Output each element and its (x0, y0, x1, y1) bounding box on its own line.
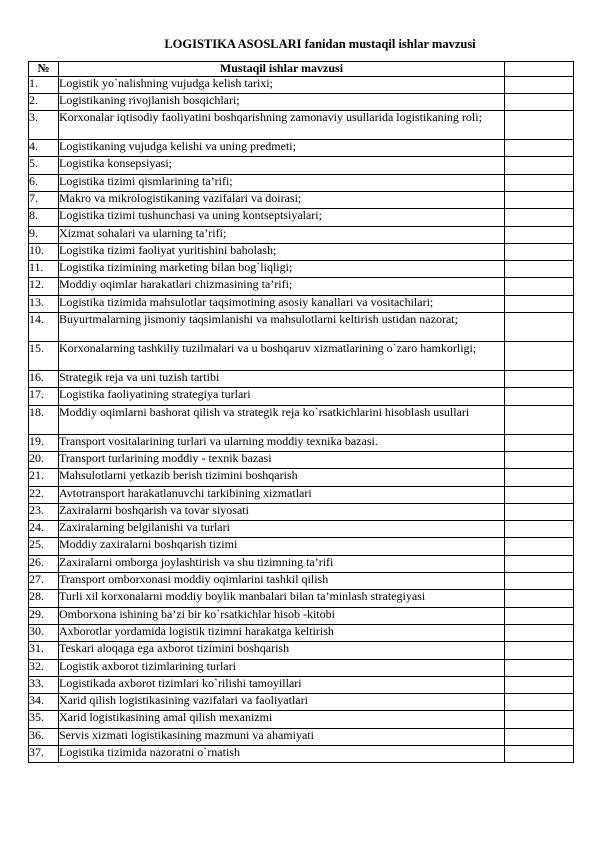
topic-cell: Moddiy zaxiralarni boshqarish tizimi (59, 538, 505, 555)
row-number: 9. (29, 226, 59, 243)
topic-cell: Logistikada axborot tizimlari ko`rilishi tamoyillari (59, 676, 505, 693)
blank-cell (505, 659, 574, 676)
row-number: 24. (29, 521, 59, 538)
topic-cell: Buyurtmalarning jismoniy taqsimlanishi va mahsulotlarni keltirish ustidan nazorat; (59, 313, 505, 342)
blank-cell (505, 607, 574, 624)
topic-cell: Servis xizmati logistikasining mazmuni va ahamiyati (59, 728, 505, 745)
blank-cell (505, 590, 574, 607)
table-row (29, 521, 574, 538)
blank-cell (505, 676, 574, 693)
blank-cell (505, 711, 574, 728)
table-header-row (29, 62, 574, 77)
topic-cell: Logistika konsepsiyasi; (59, 157, 505, 174)
topic-cell: Logistik yo`nalishning vujudga kelish tarixi; (59, 76, 505, 93)
table-row (29, 93, 574, 110)
topic-cell: Korxonalarning tashkiliy tuzilmalari va u boshqaruv xizmatlarining o`zaro hamkorligi; (59, 342, 505, 371)
blank-cell (505, 261, 574, 278)
table-row (29, 555, 574, 572)
blank-cell (505, 191, 574, 208)
row-number: 22. (29, 486, 59, 503)
page-title: LOGISTIKA ASOSLARI fanidan mustaqil ishlar mavzusi (164, 37, 476, 51)
blank-cell (505, 140, 574, 157)
row-number: 31. (29, 642, 59, 659)
row-number: 32. (29, 659, 59, 676)
row-number: 23. (29, 503, 59, 520)
blank-cell (505, 434, 574, 451)
blank-cell (505, 278, 574, 295)
blank-cell (505, 295, 574, 312)
topic-cell: Xarid logistikasining amal qilish mexanizmi (59, 711, 505, 728)
row-number: 33. (29, 676, 59, 693)
table-row (29, 728, 574, 745)
blank-cell (505, 503, 574, 520)
blank-cell (505, 746, 574, 763)
topic-cell: Avtotransport harakatlanuvchi tarkibining xizmatlari (59, 486, 505, 503)
row-number: 29. (29, 607, 59, 624)
topic-cell: Strategik reja va uni tuzish tartibi (59, 371, 505, 388)
blank-cell (505, 111, 574, 140)
row-number: 13. (29, 295, 59, 312)
row-number: 14. (29, 313, 59, 342)
table-row (29, 451, 574, 468)
table-row (29, 694, 574, 711)
blank-cell (505, 388, 574, 405)
table-row (29, 659, 574, 676)
table-row (29, 538, 574, 555)
table-row (29, 76, 574, 93)
column-header-blank (505, 62, 574, 77)
topic-cell: Transport vositalarining turlari va ularning moddiy texnika bazasi. (59, 434, 505, 451)
table-row (29, 226, 574, 243)
row-number: 10. (29, 243, 59, 260)
row-number: 18. (29, 405, 59, 434)
blank-cell (505, 226, 574, 243)
topic-cell: Omborxona ishining ba’zi bir ko`rsatkichlar hisob -kitobi (59, 607, 505, 624)
row-number: 35. (29, 711, 59, 728)
topic-cell: Moddiy oqimlarni bashorat qilish va strategik reja ko`rsatkichlarini hisoblash usullari (59, 405, 505, 434)
blank-cell (505, 209, 574, 226)
blank-cell (505, 405, 574, 434)
blank-cell (505, 243, 574, 260)
table-row (29, 388, 574, 405)
topic-cell: Logistika tizimi faoliyat yuritishini baholash; (59, 243, 505, 260)
row-number: 15. (29, 342, 59, 371)
blank-cell (505, 573, 574, 590)
row-number: 34. (29, 694, 59, 711)
row-number: 17. (29, 388, 59, 405)
table-row (29, 486, 574, 503)
table-row (29, 590, 574, 607)
row-number: 8. (29, 209, 59, 226)
topic-cell: Logistik axborot tizimlarining turlari (59, 659, 505, 676)
table-row (29, 261, 574, 278)
column-header-number: № (29, 62, 59, 77)
blank-cell (505, 342, 574, 371)
blank-cell (505, 313, 574, 342)
topic-cell: Axborotlar yordamida logistik tizimni harakatga keltirish (59, 624, 505, 641)
blank-cell (505, 624, 574, 641)
table-row (29, 711, 574, 728)
blank-cell (505, 469, 574, 486)
topic-cell: Mahsulotlarni yetkazib berish tizimini boshqarish (59, 469, 505, 486)
row-number: 6. (29, 174, 59, 191)
blank-cell (505, 486, 574, 503)
topic-cell: Turli xil korxonalarni moddiy boylik manbalari bilan ta’minlash strategiyasi (59, 590, 505, 607)
table-row (29, 434, 574, 451)
topic-cell: Logistika faoliyatining strategiya turlari (59, 388, 505, 405)
row-number: 2. (29, 93, 59, 110)
topic-cell: Xizmat sohalari va ularning ta’rifi; (59, 226, 505, 243)
topic-cell: Xarid qilish logistikasining vazifalari va faoliyatlari (59, 694, 505, 711)
row-number: 11. (29, 261, 59, 278)
table-row (29, 405, 574, 434)
table-row (29, 342, 574, 371)
topic-cell: Zaxiralarning belgilanishi va turlari (59, 521, 505, 538)
column-header-topic: Mustaqil ishlar mavzusi (59, 62, 505, 77)
blank-cell (505, 728, 574, 745)
table-row (29, 676, 574, 693)
blank-cell (505, 93, 574, 110)
row-number: 12. (29, 278, 59, 295)
table-row (29, 243, 574, 260)
topic-cell: Teskari aloqaga ega axborot tizimini boshqarish (59, 642, 505, 659)
table-row (29, 295, 574, 312)
row-number: 7. (29, 191, 59, 208)
table-row (29, 191, 574, 208)
topic-cell: Logistika tizimida nazoratni o`rnatish (59, 746, 505, 763)
row-number: 19. (29, 434, 59, 451)
blank-cell (505, 371, 574, 388)
table-row (29, 469, 574, 486)
table-row (29, 642, 574, 659)
table-row (29, 278, 574, 295)
row-number: 25. (29, 538, 59, 555)
topic-cell: Logistika tizimi tushunchasi va uning kontseptsiyalari; (59, 209, 505, 226)
table-row (29, 573, 574, 590)
topic-cell: Transport omborxonasi moddiy oqimlarini tashkil qilish (59, 573, 505, 590)
topic-cell: Logistika tizimining marketing bilan bog`liqligi; (59, 261, 505, 278)
row-number: 16. (29, 371, 59, 388)
table-row (29, 174, 574, 191)
blank-cell (505, 694, 574, 711)
row-number: 21. (29, 469, 59, 486)
topic-cell: Zaxiralarni boshqarish va tovar siyosati (59, 503, 505, 520)
row-number: 4. (29, 140, 59, 157)
table-row (29, 157, 574, 174)
topic-cell: Logistika tizimi qismlarining ta’rifi; (59, 174, 505, 191)
topic-cell: Logistika tizimida mahsulotlar taqsimotining asosiy kanallari va vositachilari; (59, 295, 505, 312)
blank-cell (505, 157, 574, 174)
topic-cell: Moddiy oqimlar harakatlari chizmasining ta’rifi; (59, 278, 505, 295)
blank-cell (505, 538, 574, 555)
table-row (29, 746, 574, 763)
blank-cell (505, 174, 574, 191)
row-number: 20. (29, 451, 59, 468)
row-number: 5. (29, 157, 59, 174)
table-row (29, 503, 574, 520)
table-row (29, 209, 574, 226)
row-number: 28. (29, 590, 59, 607)
row-number: 37. (29, 746, 59, 763)
blank-cell (505, 555, 574, 572)
topic-cell: Zaxiralarni omborga joylashtirish va shu tizimning ta’rifi (59, 555, 505, 572)
topic-cell: Logistikaning rivojlanish bosqichlari; (59, 93, 505, 110)
row-number: 27. (29, 573, 59, 590)
row-number: 1. (29, 76, 59, 93)
table-row (29, 607, 574, 624)
table-row (29, 624, 574, 641)
blank-cell (505, 76, 574, 93)
row-number: 30. (29, 624, 59, 641)
blank-cell (505, 451, 574, 468)
table-row (29, 140, 574, 157)
row-number: 26. (29, 555, 59, 572)
row-number: 3. (29, 111, 59, 140)
topic-cell: Logistikaning vujudga kelishi va uning predmeti; (59, 140, 505, 157)
topics-table (28, 61, 574, 763)
table-row (29, 313, 574, 342)
topic-cell: Transport turlarining moddiy - texnik bazasi (59, 451, 505, 468)
table-row (29, 371, 574, 388)
table-body (29, 76, 574, 763)
topic-cell: Korxonalar iqtisodiy faoliyatini boshqarishning zamonaviy usullarida logistikaning roli; (59, 111, 505, 140)
topic-cell: Makro va mikrologistikaning vazifalari va doirasi; (59, 191, 505, 208)
table-row (29, 111, 574, 140)
blank-cell (505, 642, 574, 659)
row-number: 36. (29, 728, 59, 745)
blank-cell (505, 521, 574, 538)
